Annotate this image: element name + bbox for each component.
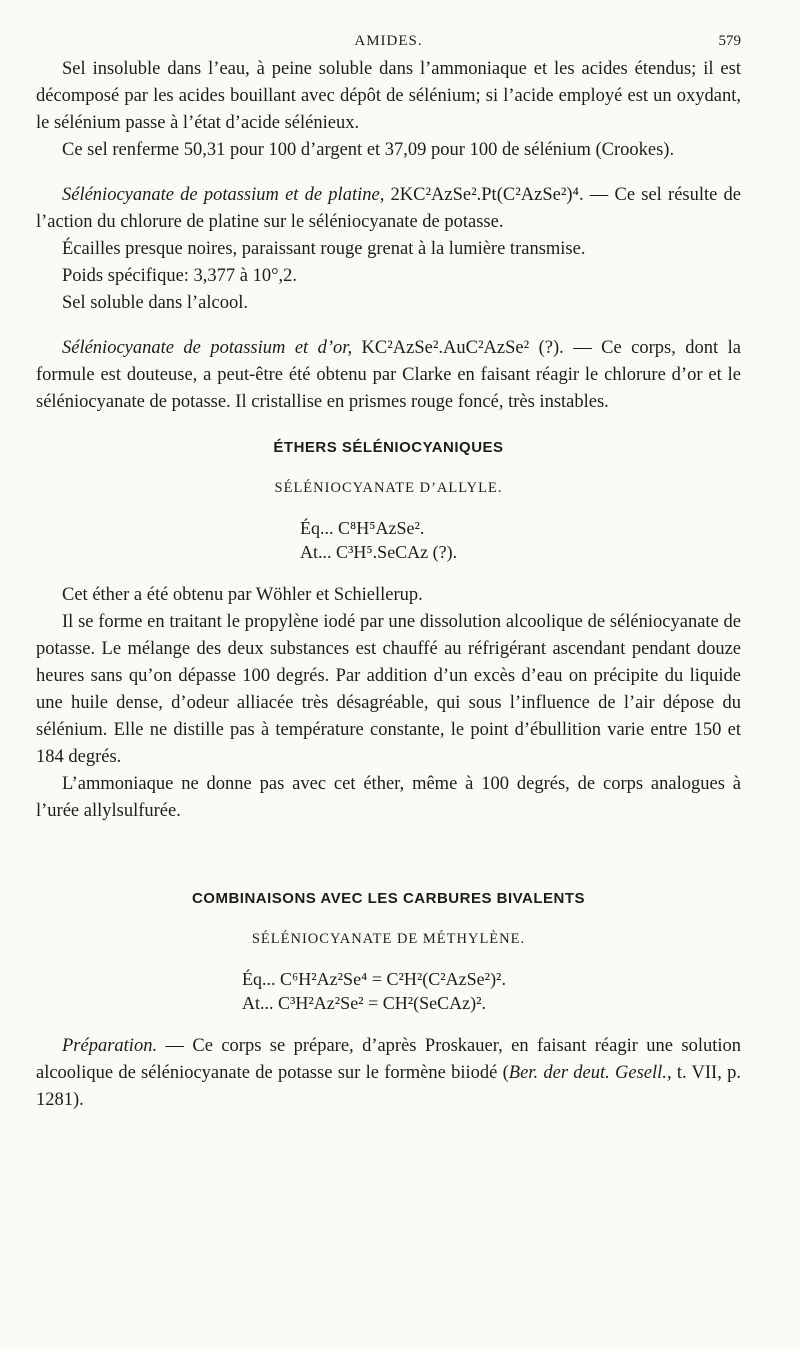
or-title: Séléniocyanate de potassium et d’or,	[62, 338, 353, 358]
section-heading-combinaisons: COMBINAISONS AVEC LES CARBURES BIVALENTS	[191, 890, 586, 907]
paragraph-insoluble: Sel insoluble dans l’eau, à peine soluble dans l’ammoniaque et les acides étendus; il est décomposé par les acides bouillant avec dépôt de sélénium; si l’acide employé est un oxydant, le sélénium passe à l’état d’acide sélénieux.	[36, 59, 741, 133]
paragraph-soluble: Sel soluble dans l’alcool.	[62, 293, 248, 313]
subheading-allyle: SÉLÉNIOCYANATE D’ALLYLE.	[274, 480, 503, 496]
formula-eq-methylene: Éq... C⁶H²Az²Se⁴ = C²H²(C²AzSe²)².	[242, 969, 506, 989]
reference-rest: , t. VII, p. 1281).	[36, 1063, 741, 1110]
paragraph-wohler: Cet éther a été obtenu par Wöhler et Schiellerup.	[62, 585, 423, 605]
prep-label: Préparation.	[62, 1036, 158, 1056]
platine-formula: 2KC²AzSe².Pt(C²AzSe²)⁴. —	[384, 185, 609, 205]
running-head: AMIDES.	[354, 33, 423, 49]
paragraph-composition: Ce sel renferme 50,31 pour 100 d’argent et 37,09 pour 100 de sélénium (Crookes).	[62, 140, 675, 160]
paragraph-platine	[36, 182, 741, 236]
paragraph-poids: Poids spécifique: 3,377 à 10°,2.	[62, 266, 298, 286]
paragraph-ecailles: Écailles presque noires, paraissant rouge grenat à la lumière transmise.	[62, 239, 586, 259]
formula-block-methylene	[242, 967, 741, 1015]
paragraph-preparation-allyle: Il se forme en traitant le propylène iodé par une dissolution alcoolique de séléniocyanate de potasse. Le mélange des deux substances est chauffé au réfrigérant ascendant pendant douze heures sans qu’on dépasse 100 degrés. Par addition d’un excès d’eau on précipite du liquide une huile dense, d’odeur alliacée très désagréable, qui sous l’influence de l’air dépose du sélénium. Elle ne distille pas à température constante, le point d’ébullition varie entre 150 et 184 degrés.	[36, 612, 741, 767]
reference-journal: Ber. der deut. Gesell.	[508, 1063, 667, 1083]
page-header	[36, 26, 741, 56]
platine-text: Ce sel résulte de l’action du chlorure de platine sur le séléniocyanate de potasse.	[36, 185, 742, 232]
or-text: KC²AzSe².AuC²AzSe² (?). — Ce corps, dont la formule est douteuse, a peut-être été obtenu par Clarke en faisant réagir le chlorure d’or et le séléniocyanate de potasse. Il cristallise en prismes rouge foncé, très instables.	[36, 338, 741, 412]
section-heading-ethers: ÉTHERS SÉLÉNIOCYANIQUES	[273, 439, 504, 456]
platine-title: Séléniocyanate de potassium et de platine,	[62, 185, 385, 205]
page-number: 579	[718, 33, 741, 49]
subheading-methylene: SÉLÉNIOCYANATE DE MÉTHYLÈNE.	[251, 931, 526, 947]
paragraph-or	[36, 335, 741, 416]
paragraph-preparation-methylene	[36, 1033, 741, 1114]
formula-at: At... C³H⁵.SeCAz (?).	[300, 542, 458, 562]
formula-eq: Éq... C⁸H⁵AzSe².	[300, 518, 425, 538]
paragraph-ammoniaque: L’ammoniaque ne donne pas avec cet éther, même à 100 degrés, de corps analogues à l’urée allylsulfurée.	[36, 774, 741, 821]
book-page	[36, 26, 741, 1114]
formula-at-methylene: At... C³H²Az²Se² = CH²(SeCAz)².	[242, 993, 487, 1013]
formula-block-allyle	[300, 516, 741, 564]
prep-text: — Ce corps se prépare, d’après Proskauer, en faisant réagir une solution alcoolique de séléniocyanate de potasse sur le formène biiodé (	[36, 1036, 741, 1083]
